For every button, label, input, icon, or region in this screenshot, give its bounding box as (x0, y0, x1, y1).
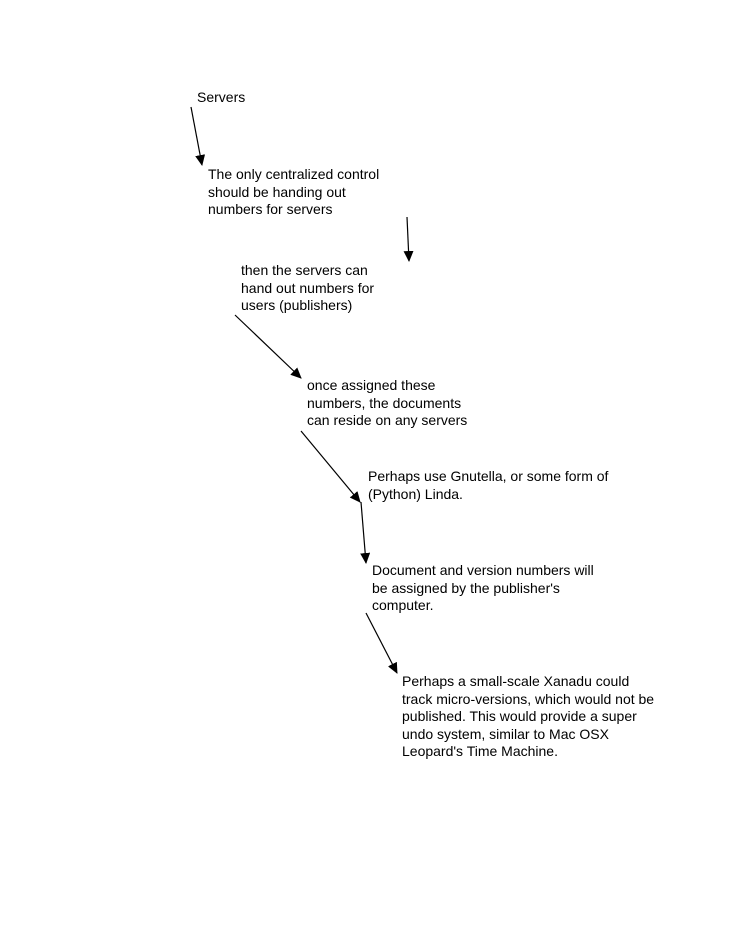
note-line: Perhaps use Gnutella, or some form of (368, 468, 609, 484)
note-line: The only centralized control (208, 166, 380, 182)
note-line: Document and version numbers will (372, 562, 594, 578)
note-line: track micro-versions, which would not be (402, 690, 655, 707)
note-line: published. This would provide a super (402, 708, 637, 725)
note-line: should be handing out (208, 183, 346, 200)
note-line: numbers, the documents (307, 394, 462, 411)
arrow-servers-to-control (191, 107, 202, 165)
arrow-version-to-xanadu (366, 613, 397, 673)
arrow-control-to-servers-hand-out (407, 217, 409, 261)
arrow-documents-to-gnutella (301, 431, 360, 502)
note-line: can reside on any servers (307, 412, 468, 429)
note-line: undo system, similar to Mac OSX (402, 725, 609, 742)
arrow-hand-out-to-documents (235, 315, 301, 378)
note-line: then the servers can (241, 262, 368, 278)
note-version-numbers (372, 562, 594, 615)
note-line: users (publishers) (241, 297, 353, 314)
note-line: computer. (372, 597, 434, 614)
note-servers-hand-out (241, 262, 374, 315)
note-line: Leopard's Time Machine. (402, 743, 558, 760)
note-centralized-control (208, 166, 379, 219)
note-line: numbers for servers (208, 201, 333, 218)
note-documents-reside (307, 377, 467, 430)
note-line: Servers (197, 89, 246, 105)
note-line: Perhaps a small-scale Xanadu could (402, 673, 630, 689)
note-xanadu (402, 673, 654, 761)
note-line: hand out numbers for (241, 279, 375, 296)
note-servers (197, 89, 245, 107)
note-line: once assigned these (307, 377, 436, 393)
note-line: (Python) Linda. (368, 485, 463, 502)
note-gnutella-linda (368, 468, 608, 503)
note-line: be assigned by the publisher's (372, 579, 560, 596)
arrow-gnutella-to-version (361, 502, 366, 563)
